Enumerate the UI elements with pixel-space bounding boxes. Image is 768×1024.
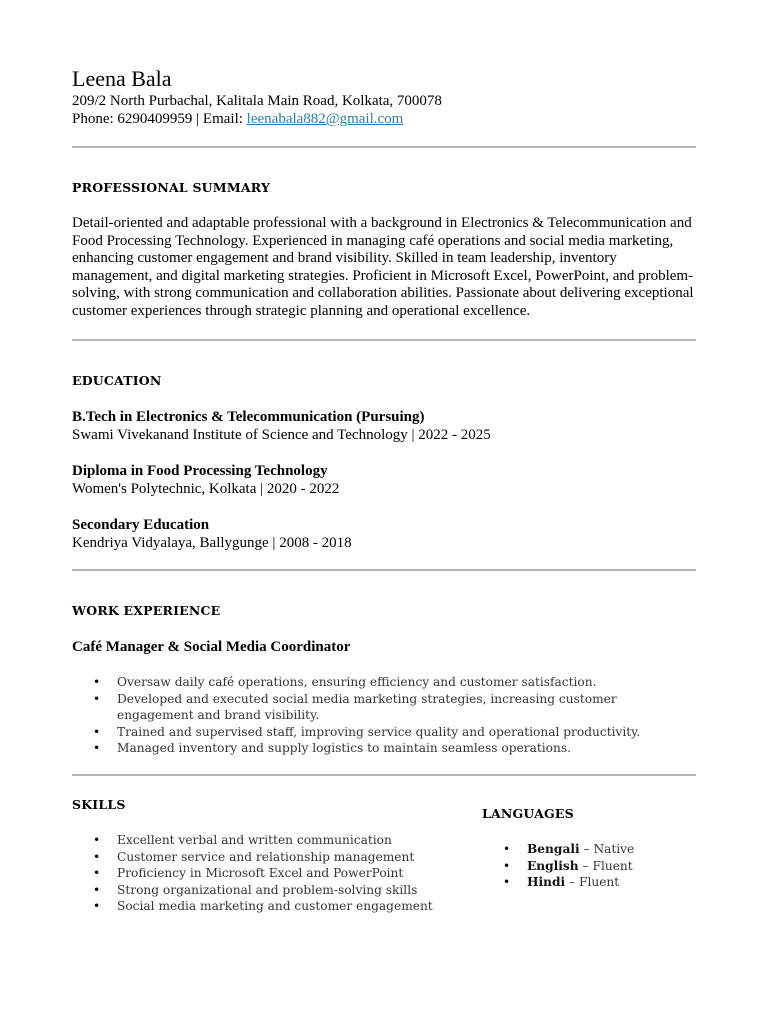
list-item: • Oversaw daily café operations, ensuring efficiency and customer satisfaction. (72, 674, 696, 691)
list-item (482, 858, 696, 875)
languages-heading: LANGUAGES (482, 806, 574, 821)
language-name: Bengali (527, 842, 580, 856)
list-item: • Excellent verbal and written communication (72, 832, 472, 849)
summary-text: Detail-oriented and adaptable professional with a background in Electronics & Telecommunication and Food Processing Technology. Experienced in managing café operations and social media marketing, enhancing customer engagement and brand visibility. Skilled in team leadership, inventory management, and digital marketing strategies. Proficient in Microsoft Excel, PowerPoint, and problem-solving, with strong communication and collaboration abilities. Passionate about delivering exceptional customer experiences through strategic planning and operational excellence. (72, 215, 694, 319)
candidate-name: Leena Bala (72, 66, 172, 91)
list-item (482, 841, 696, 858)
divider (72, 146, 696, 148)
divider (72, 339, 696, 341)
education-detail: Kendriya Vidyalaya, Ballygunge | 2008 - 2018 (72, 535, 352, 551)
email-link[interactable]: leenabala882@gmail.com (246, 111, 404, 127)
list-item: • Strong organizational and problem-solving skills (72, 882, 472, 899)
contact-line (72, 110, 403, 128)
summary-heading: PROFESSIONAL SUMMARY (72, 180, 271, 195)
work-heading: WORK EXPERIENCE (72, 603, 221, 618)
education-detail: Women's Polytechnic, Kolkata | 2020 - 2022 (72, 481, 340, 497)
education-detail: Swami Vivekanand Institute of Science and Technology | 2022 - 2025 (72, 427, 491, 443)
education-heading: EDUCATION (72, 373, 162, 388)
language-name: Hindi (527, 875, 566, 889)
divider (72, 569, 696, 571)
phone-text: Phone: 6290409959 | Email: (72, 111, 247, 127)
list-item: • Trained and supervised staff, improving service quality and operational productivity. (72, 724, 696, 741)
skills-heading: SKILLS (72, 797, 126, 812)
list-item: • Customer service and relationship management (72, 849, 472, 866)
education-title: Secondary Education (72, 517, 210, 533)
divider (72, 774, 696, 776)
education-title: Diploma in Food Processing Technology (72, 463, 328, 479)
language-name: English (527, 858, 579, 873)
list-item: • Managed inventory and supply logistics to maintain seamless operations. (72, 740, 696, 757)
language-level: – Native (579, 842, 635, 856)
education-title: B.Tech in Electronics & Telecommunication (Pursuing) (72, 409, 425, 425)
skills-list (72, 832, 472, 915)
languages-list (482, 841, 696, 891)
list-item: • Developed and executed social media marketing strategies, increasing customer engagement and brand visibility. (72, 691, 696, 724)
list-item: • Proficiency in Microsoft Excel and PowerPoint (72, 865, 472, 882)
language-level: – Fluent (578, 858, 633, 873)
work-bullet-list (72, 674, 696, 757)
list-item: • Social media marketing and customer engagement (72, 898, 472, 915)
address-line: 209/2 North Purbachal, Kalitala Main Road, Kolkata, 700078 (72, 93, 442, 109)
job-title: Café Manager & Social Media Coordinator (72, 639, 351, 655)
language-level: – Fluent (565, 875, 620, 889)
list-item (482, 874, 696, 891)
